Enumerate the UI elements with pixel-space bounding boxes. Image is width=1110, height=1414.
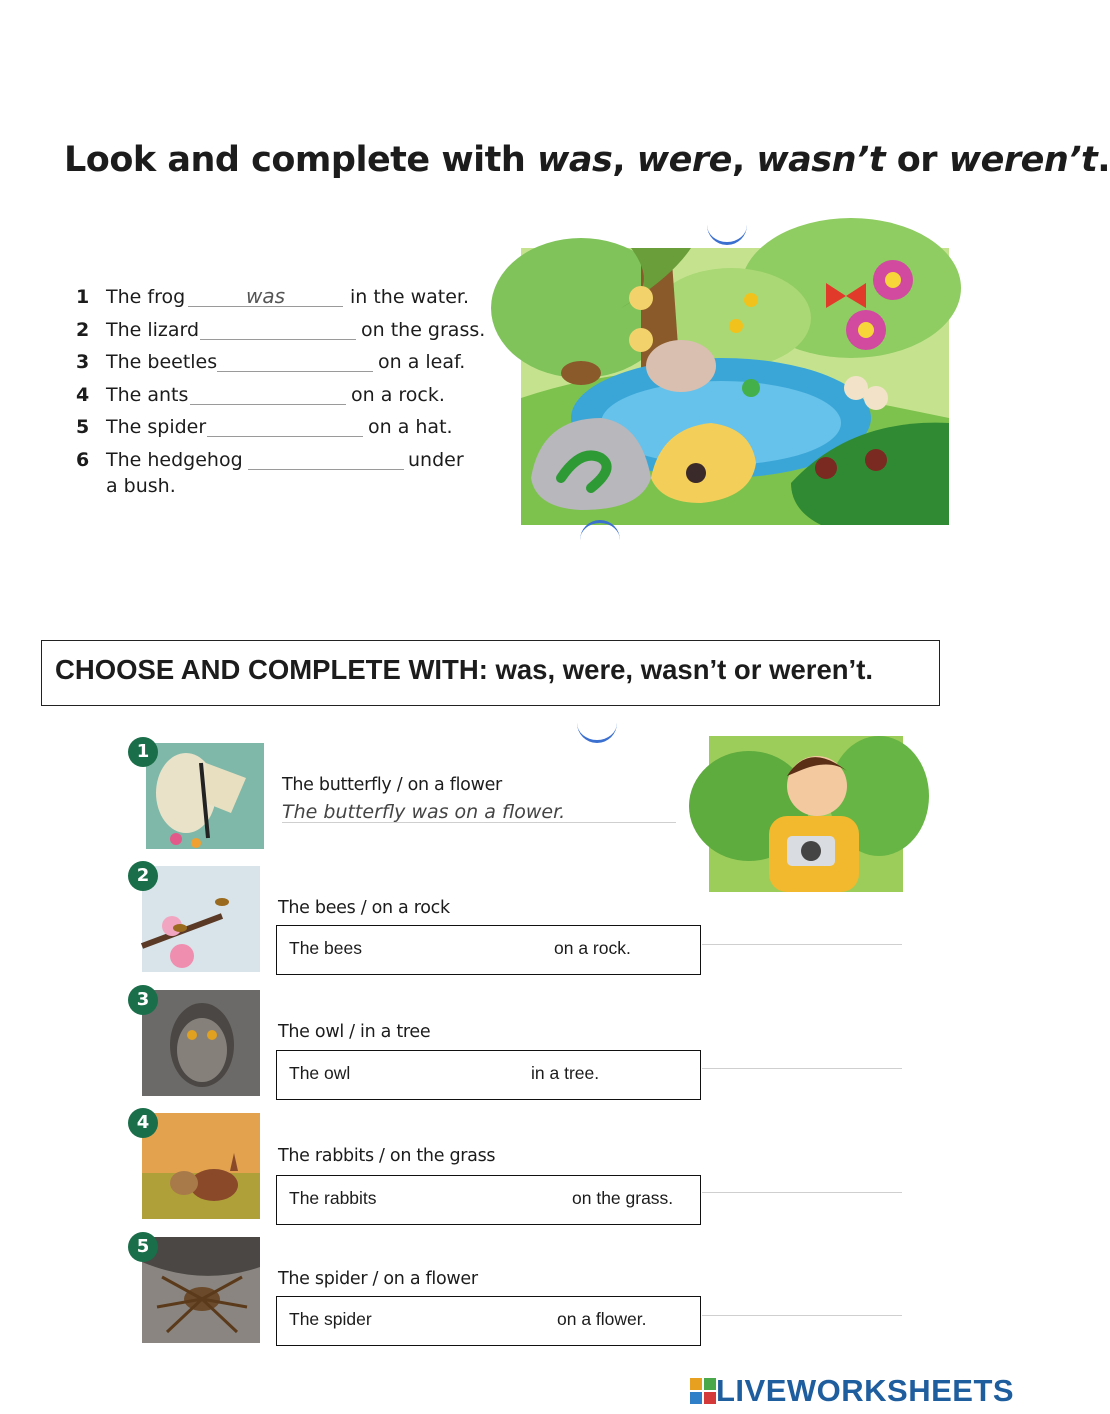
- item-number-badge: 4: [128, 1108, 158, 1138]
- item-subject: The lizard: [106, 318, 200, 341]
- owl-photo: [142, 990, 260, 1096]
- example-prompt: The butterfly / on a flower: [282, 775, 502, 795]
- exercise-1-item: [76, 414, 496, 447]
- answer-box[interactable]: [276, 1050, 701, 1100]
- exercise-1-title: Look and complete with was, were, wasn’t or weren’t.: [64, 140, 1110, 180]
- answer-line: [702, 1192, 902, 1193]
- liveworksheets-logo-icon: [690, 1378, 716, 1404]
- answer-rest: on a rock.: [554, 938, 631, 958]
- answer-rest: on the grass.: [572, 1188, 674, 1208]
- item-subject: The beetles: [106, 351, 218, 373]
- answer-line: [702, 1315, 902, 1316]
- exercise-1-item: [76, 447, 496, 503]
- answer-subject: The rabbits: [289, 1188, 377, 1208]
- item-number-badge: 1: [128, 737, 158, 767]
- item-rest: on a leaf.: [378, 351, 466, 373]
- butterfly-photo: [146, 743, 264, 849]
- answer-box[interactable]: [276, 1296, 701, 1346]
- answer-blank[interactable]: [248, 469, 404, 470]
- example-answer-line: [282, 822, 676, 823]
- answer-line: [702, 944, 902, 945]
- item-prompt: The spider / on a flower: [278, 1269, 478, 1289]
- item-prompt: The owl / in a tree: [278, 1022, 431, 1042]
- boy-with-camera-illustration: [709, 736, 903, 892]
- liveworksheets-logo[interactable]: [690, 1374, 1014, 1408]
- item-rest: in the water.: [350, 286, 470, 308]
- item-subject: The frog: [106, 286, 186, 308]
- page-marker-top: [707, 222, 747, 245]
- exercise-2-title: CHOOSE AND COMPLETE WITH: was, were, wasn’t or weren’t.: [41, 640, 940, 706]
- item-number-badge: 5: [128, 1232, 158, 1262]
- answer-blank[interactable]: [217, 371, 373, 372]
- item-subject: The spider: [106, 416, 207, 438]
- exercise-1-list: [76, 284, 496, 503]
- item-number: 3: [76, 351, 90, 373]
- answer-subject: The owl: [289, 1063, 351, 1083]
- item-number-badge: 3: [128, 985, 158, 1015]
- answer-blank[interactable]: [200, 339, 356, 340]
- answer-line: [702, 1068, 902, 1069]
- exercise-1-item: [76, 349, 496, 382]
- spider-photo: [142, 1237, 260, 1343]
- answer-rest: on a flower.: [557, 1309, 647, 1329]
- answer-rest: in a tree.: [531, 1063, 600, 1083]
- rabbits-photo: [142, 1113, 260, 1219]
- item-prompt: The rabbits / on the grass: [278, 1146, 496, 1166]
- item-prompt: The bees / on a rock: [278, 898, 450, 918]
- answer-text: was: [245, 284, 286, 308]
- bees-photo: [142, 866, 260, 972]
- item-number: 1: [76, 286, 90, 308]
- answer-blank[interactable]: [207, 436, 363, 437]
- item-subject: The ants: [106, 383, 189, 406]
- item-number: 2: [76, 318, 90, 341]
- item-rest: on a hat.: [368, 416, 453, 438]
- item-number-badge: 2: [128, 861, 158, 891]
- answer-blank[interactable]: [190, 404, 346, 405]
- answer-subject: The bees: [289, 938, 362, 958]
- item-rest: on a rock.: [351, 383, 445, 406]
- item-rest: on the grass.: [361, 318, 486, 341]
- exercise-1-item: [76, 284, 496, 317]
- item-subject: The hedgehog: [106, 448, 243, 471]
- answer-box[interactable]: [276, 925, 701, 975]
- item-number: 6: [76, 448, 90, 471]
- liveworksheets-logo-text: LIVEWORKSHEETS: [716, 1373, 1015, 1408]
- item-rest: under: [408, 448, 464, 471]
- example-answer: The butterfly was on a flower.: [282, 801, 566, 823]
- exercise-1-item: [76, 317, 496, 350]
- answer-subject: The spider: [289, 1309, 372, 1329]
- item-number: 4: [76, 383, 90, 406]
- answer-box[interactable]: [276, 1175, 701, 1225]
- item-rest-continued: a bush.: [106, 474, 176, 497]
- exercise-1-item: [76, 382, 496, 415]
- pond-scene-illustration: [521, 248, 949, 525]
- item-number: 5: [76, 416, 90, 438]
- page-marker-mid: [577, 720, 617, 743]
